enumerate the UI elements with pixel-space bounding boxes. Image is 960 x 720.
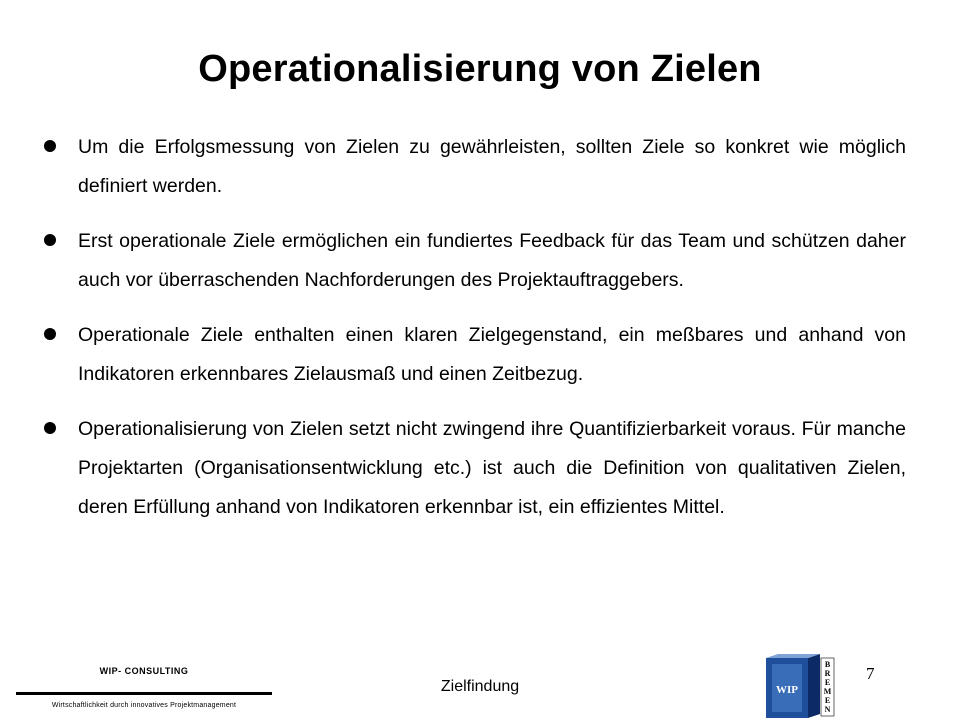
slide-title: Operationalisierung von Zielen — [198, 48, 762, 90]
logo-letter: R — [824, 669, 831, 678]
logo-side-face — [808, 654, 820, 718]
bullet-list — [44, 128, 906, 527]
brand-name: WIP- CONSULTING — [99, 666, 189, 676]
bullet-icon — [44, 328, 56, 340]
bullet-item — [44, 222, 906, 300]
logo-letter: B — [824, 660, 831, 669]
bullet-text: Operationalisierung von Zielen setzt nicht zwingend ihre Quantifizierbarkeit voraus. Für manche Projektarten (Organisationsentwicklung etc.) ist auch die Definition von qualitativen Zielen, deren Erfüllung anhand von Indikatoren erkennbar ist, ein effizientes Mittel. — [78, 418, 906, 518]
bullet-icon — [44, 140, 56, 152]
footer-section-label: Zielfindung — [440, 678, 520, 695]
bullet-text: Erst operationale Ziele ermöglichen ein fundiertes Feedback für das Team und schützen daher auch vor überraschenden Nachforderungen des Projektauftraggebers. — [78, 230, 906, 291]
logo-letter: N — [824, 705, 831, 714]
bullet-text: Operationale Ziele enthalten einen klaren Zielgegenstand, ein meßbares und anhand von Indikatoren erkennbares Zielausmaß und einen Zeitbezug. — [78, 324, 906, 385]
bullet-item — [44, 410, 906, 527]
bullet-text: Um die Erfolgsmessung von Zielen zu gewährleisten, sollten Ziele so konkret wie möglich definiert werden. — [78, 136, 906, 197]
brand-tagline: Wirtschaftlichkeit durch innovatives Projektmanagement — [51, 702, 237, 709]
logo-letter: E — [824, 696, 831, 705]
bullet-icon — [44, 422, 56, 434]
logo-letter: E — [824, 678, 831, 687]
logo-letter: M — [823, 687, 832, 696]
brand-divider — [16, 692, 272, 695]
wip-bremen-logo-icon — [764, 652, 836, 718]
bullet-item — [44, 128, 906, 206]
bullet-item — [44, 316, 906, 394]
logo-wip-text: WIP — [776, 684, 798, 696]
footer-branding — [16, 666, 276, 709]
bullet-icon — [44, 234, 56, 246]
page-number: 7 — [866, 664, 875, 683]
